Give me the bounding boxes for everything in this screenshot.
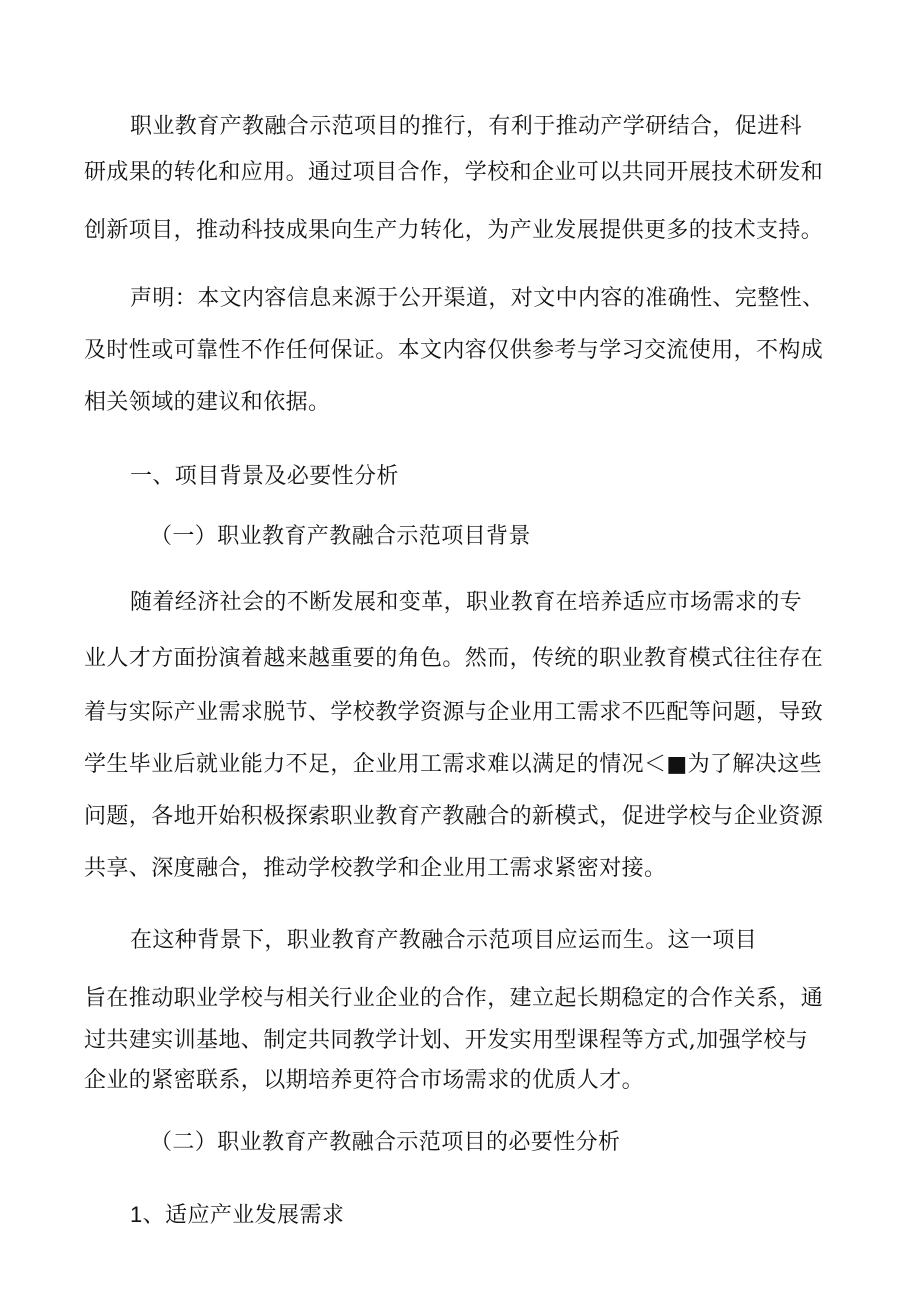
para2-line-1: 随着经济社会的不断发展和变革，职业教育在培养适应市场需求的专 — [130, 590, 803, 615]
para1-line-3: 创新项目，推动科技成果向生产力转化，为产业发展提供更多的技术支持。 — [84, 218, 824, 243]
disclaimer-line-2: 及时性或可靠性不作任何保证。本文内容仅供参考与学习交流使用，不构成 — [84, 338, 824, 363]
item-heading-1 — [130, 1200, 890, 1231]
subsection-heading-1: （一）职业教育产教融合示范项目背景 — [150, 524, 531, 549]
disclaimer-line-3: 相关领域的建议和依据。 — [84, 390, 331, 415]
item-heading-1-text: 适应产业发展需求 — [165, 1203, 345, 1228]
para2-line-5: 问题，各地开始积极探索职业教育产教融合的新模式，促进学校与企业资源 — [84, 804, 824, 829]
para3-line-1: 在这种背景下，职业教育产教融合示范项目应运而生。这一项目 — [130, 928, 758, 953]
para2-line-6: 共享、深度融合，推动学校教学和企业用工需求紧密对接。 — [84, 856, 667, 881]
para2-line-2: 业人才方面扮演着越来越重要的角色。然而，传统的职业教育模式往往存在 — [84, 646, 824, 671]
para3-line-2: 旨在推动职业学校与相关行业企业的合作，建立起长期稳定的合作关系，通 — [84, 986, 824, 1011]
para1-line-2: 研成果的转化和应用。通过项目合作，学校和企业可以共同开展技术研发和 — [84, 160, 824, 185]
subsection-heading-2: （二）职业教育产教融合示范项目的必要性分析 — [150, 1130, 621, 1155]
para2-line-4: 学生毕业后就业能力不足，企业用工需求难以满足的情况＜■为了解决这些 — [84, 752, 822, 777]
section-heading-1: 一、项目背景及必要性分析 — [130, 464, 399, 489]
disclaimer-line-1: 声明：本文内容信息来源于公开渠道，对文中内容的准确性、完整性、 — [130, 286, 825, 311]
item-heading-1-number: 1、 — [130, 1202, 166, 1227]
para1-line-1: 职业教育产教融合示范项目的推行，有利于推动产学研结合，促进科 — [130, 114, 803, 139]
para3-line-4: 企业的紧密联系，以期培养更符合市场需求的优质人才。 — [84, 1068, 645, 1093]
para3-line-3: 过共建实训基地、制定共同教学计划、开发实用型课程等方式,加强学校与 — [84, 1028, 809, 1053]
para2-line-3: 着与实际产业需求脱节、学校教学资源与企业用工需求不匹配等问题，导致 — [84, 700, 824, 725]
